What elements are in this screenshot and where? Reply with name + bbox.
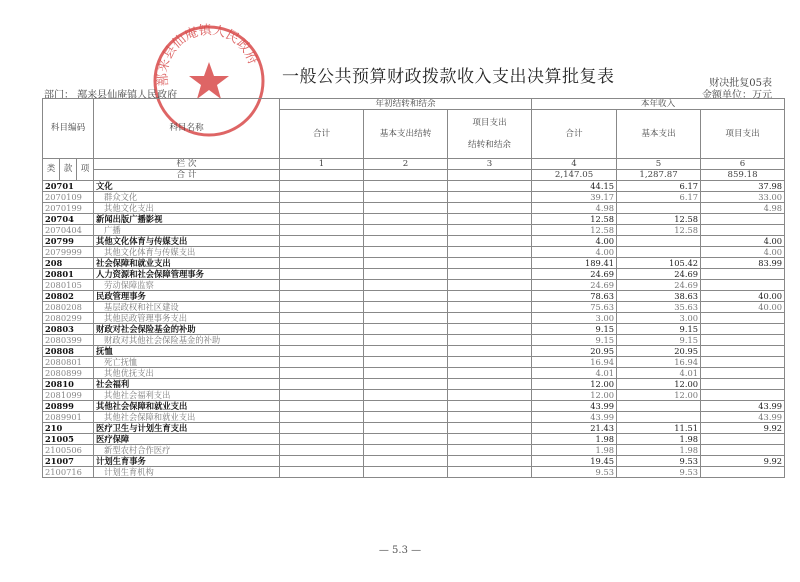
row-project-expense xyxy=(701,313,785,324)
row-name: 财政对其他社会保险基金的补助 xyxy=(94,335,280,346)
budget-table xyxy=(42,98,785,478)
header-lei: 类 xyxy=(43,159,60,181)
row-code: 2100716 xyxy=(43,467,94,478)
row-basic-expense: 12.58 xyxy=(617,214,701,225)
row-income-total: 20.95 xyxy=(532,346,617,357)
row-project-expense: 9.92 xyxy=(701,456,785,467)
row-begin-total xyxy=(280,467,364,478)
row-name: 新型农村合作医疗 xyxy=(94,445,280,456)
row-project-expense xyxy=(701,434,785,445)
row-income-total: 4.01 xyxy=(532,368,617,379)
row-basic-carry xyxy=(364,280,448,291)
row-name: 计划生育事务 xyxy=(94,456,280,467)
row-name: 人力资源和社会保障管理事务 xyxy=(94,269,280,280)
header-group-begin: 年初结转和结余 xyxy=(280,99,532,110)
row-basic-carry xyxy=(364,445,448,456)
table-row xyxy=(43,434,785,445)
col-num-2: 2 xyxy=(364,159,448,170)
row-income-total: 39.17 xyxy=(532,192,617,203)
row-begin-total xyxy=(280,247,364,258)
row-begin-total xyxy=(280,346,364,357)
row-basic-expense: 20.95 xyxy=(617,346,701,357)
row-basic-expense: 11.51 xyxy=(617,423,701,434)
header-total: 合计 xyxy=(280,110,364,159)
table-row xyxy=(43,456,785,467)
row-begin-total xyxy=(280,368,364,379)
page-number: — 5.3 — xyxy=(378,545,422,556)
row-code: 20810 xyxy=(43,379,94,390)
row-basic-expense xyxy=(617,401,701,412)
row-basic-expense: 9.53 xyxy=(617,456,701,467)
row-income-total: 12.00 xyxy=(532,379,617,390)
row-project-carry xyxy=(448,379,532,390)
header-lanci: 栏 次 xyxy=(94,159,280,170)
row-basic-expense xyxy=(617,203,701,214)
row-begin-total xyxy=(280,225,364,236)
row-begin-total xyxy=(280,401,364,412)
row-begin-total xyxy=(280,258,364,269)
row-project-carry xyxy=(448,291,532,302)
row-name: 文化 xyxy=(94,181,280,192)
row-project-carry xyxy=(448,324,532,335)
table-row xyxy=(43,368,785,379)
row-basic-carry xyxy=(364,247,448,258)
row-begin-total xyxy=(280,181,364,192)
row-code: 2079999 xyxy=(43,247,94,258)
row-basic-carry xyxy=(364,423,448,434)
row-project-expense xyxy=(701,368,785,379)
header-basic-carry: 基本支出结转 xyxy=(364,110,448,159)
amount-unit: 金额单位：万元 xyxy=(702,90,772,101)
row-code: 2070199 xyxy=(43,203,94,214)
row-project-carry xyxy=(448,302,532,313)
row-income-total: 9.15 xyxy=(532,324,617,335)
seal-star-icon xyxy=(189,62,229,99)
header-basic-expense: 基本支出 xyxy=(617,110,701,159)
row-basic-carry xyxy=(364,368,448,379)
row-name: 其他民政管理事务支出 xyxy=(94,313,280,324)
header-income-total: 合计 xyxy=(532,110,617,159)
row-code: 2080399 xyxy=(43,335,94,346)
row-begin-total xyxy=(280,192,364,203)
row-name: 其他社会福利支出 xyxy=(94,390,280,401)
table-row xyxy=(43,423,785,434)
heji-basic-carry xyxy=(364,170,448,181)
row-project-expense xyxy=(701,379,785,390)
row-project-carry xyxy=(448,368,532,379)
table-row xyxy=(43,346,785,357)
header-project-carry-line2: 结转和结余 xyxy=(468,140,512,150)
table-row xyxy=(43,412,785,423)
table-row xyxy=(43,280,785,291)
row-code: 2100506 xyxy=(43,445,94,456)
row-project-carry xyxy=(448,203,532,214)
row-basic-carry xyxy=(364,203,448,214)
row-code: 21007 xyxy=(43,456,94,467)
row-income-total: 78.63 xyxy=(532,291,617,302)
row-basic-carry xyxy=(364,412,448,423)
row-project-carry xyxy=(448,269,532,280)
row-name: 民政管理事务 xyxy=(94,291,280,302)
row-project-carry xyxy=(448,313,532,324)
row-basic-carry xyxy=(364,236,448,247)
row-basic-carry xyxy=(364,324,448,335)
row-basic-expense xyxy=(617,412,701,423)
row-basic-carry xyxy=(364,258,448,269)
row-basic-expense: 3.00 xyxy=(617,313,701,324)
row-basic-expense: 6.17 xyxy=(617,181,701,192)
row-basic-carry xyxy=(364,302,448,313)
row-name: 医疗保障 xyxy=(94,434,280,445)
form-code: 财决批复05表 xyxy=(709,78,772,89)
row-name: 其他文化体育与传媒支出 xyxy=(94,236,280,247)
table-row xyxy=(43,390,785,401)
row-basic-expense: 35.63 xyxy=(617,302,701,313)
row-name: 计划生育机构 xyxy=(94,467,280,478)
row-basic-carry xyxy=(364,346,448,357)
row-code: 2080899 xyxy=(43,368,94,379)
row-project-carry xyxy=(448,181,532,192)
heji-begin-total xyxy=(280,170,364,181)
row-name: 其他文化支出 xyxy=(94,203,280,214)
row-name: 其他文化体育与传媒支出 xyxy=(94,247,280,258)
header-project-carry-line1: 项目支出 xyxy=(472,118,507,128)
row-project-expense xyxy=(701,269,785,280)
row-begin-total xyxy=(280,302,364,313)
row-code: 21005 xyxy=(43,434,94,445)
row-basic-expense xyxy=(617,236,701,247)
row-project-carry xyxy=(448,214,532,225)
row-project-carry xyxy=(448,225,532,236)
header-kuan: 款 xyxy=(60,159,77,181)
row-begin-total xyxy=(280,236,364,247)
row-name: 死亡抚恤 xyxy=(94,357,280,368)
row-project-expense: 9.92 xyxy=(701,423,785,434)
row-basic-carry xyxy=(364,456,448,467)
department-label: 部门： 鄯来县仙庵镇人民政府 xyxy=(44,90,178,101)
row-project-expense xyxy=(701,467,785,478)
row-code: 2089901 xyxy=(43,412,94,423)
row-income-total: 24.69 xyxy=(532,269,617,280)
row-project-expense: 40.00 xyxy=(701,291,785,302)
row-basic-expense: 12.00 xyxy=(617,390,701,401)
row-basic-carry xyxy=(364,269,448,280)
row-income-total: 189.41 xyxy=(532,258,617,269)
row-project-expense xyxy=(701,324,785,335)
row-begin-total xyxy=(280,203,364,214)
row-code: 2081099 xyxy=(43,390,94,401)
row-project-carry xyxy=(448,401,532,412)
row-project-carry xyxy=(448,423,532,434)
row-code: 2080299 xyxy=(43,313,94,324)
row-basic-expense: 16.94 xyxy=(617,357,701,368)
row-name: 社会福利 xyxy=(94,379,280,390)
row-project-carry xyxy=(448,412,532,423)
row-project-carry xyxy=(448,346,532,357)
row-code: 2080208 xyxy=(43,302,94,313)
row-begin-total xyxy=(280,379,364,390)
row-project-expense: 43.99 xyxy=(701,401,785,412)
row-basic-carry xyxy=(364,181,448,192)
row-code: 2070404 xyxy=(43,225,94,236)
heji-income-total: 2,147.05 xyxy=(532,170,617,181)
row-code: 20899 xyxy=(43,401,94,412)
row-income-total: 43.99 xyxy=(532,412,617,423)
row-basic-expense: 12.58 xyxy=(617,225,701,236)
table-row xyxy=(43,269,785,280)
row-project-expense xyxy=(701,390,785,401)
row-begin-total xyxy=(280,291,364,302)
row-project-carry xyxy=(448,445,532,456)
row-basic-expense: 24.69 xyxy=(617,269,701,280)
row-code: 20801 xyxy=(43,269,94,280)
row-project-carry xyxy=(448,236,532,247)
row-basic-expense: 6.17 xyxy=(617,192,701,203)
row-basic-carry xyxy=(364,379,448,390)
row-project-carry xyxy=(448,335,532,346)
table-row xyxy=(43,357,785,368)
row-income-total: 12.58 xyxy=(532,225,617,236)
row-basic-expense: 4.01 xyxy=(617,368,701,379)
row-project-carry xyxy=(448,192,532,203)
row-name: 基层政权和社区建设 xyxy=(94,302,280,313)
col-num-5: 5 xyxy=(617,159,701,170)
row-basic-carry xyxy=(364,390,448,401)
row-basic-expense: 9.53 xyxy=(617,467,701,478)
row-basic-expense: 9.15 xyxy=(617,324,701,335)
header-subject-name: 科目名称 xyxy=(94,99,280,159)
row-project-expense xyxy=(701,214,785,225)
table-row xyxy=(43,203,785,214)
heji-project-expense: 859.18 xyxy=(701,170,785,181)
row-basic-carry xyxy=(364,357,448,368)
header-project-carry xyxy=(448,110,532,159)
row-name: 其他社会保障和就业支出 xyxy=(94,401,280,412)
table-row xyxy=(43,401,785,412)
table-row xyxy=(43,291,785,302)
table-row xyxy=(43,192,785,203)
row-project-carry xyxy=(448,280,532,291)
row-project-expense: 4.00 xyxy=(701,236,785,247)
table-row xyxy=(43,214,785,225)
row-project-expense: 33.00 xyxy=(701,192,785,203)
row-income-total: 4.00 xyxy=(532,247,617,258)
row-income-total: 9.53 xyxy=(532,467,617,478)
row-income-total: 44.15 xyxy=(532,181,617,192)
table-row xyxy=(43,236,785,247)
row-income-total: 19.45 xyxy=(532,456,617,467)
row-basic-expense: 38.63 xyxy=(617,291,701,302)
row-name: 广播 xyxy=(94,225,280,236)
row-income-total: 12.00 xyxy=(532,390,617,401)
page-title: 一般公共预算财政拨款收入支出决算批复表 xyxy=(282,67,615,87)
table-row xyxy=(43,335,785,346)
row-project-expense xyxy=(701,335,785,346)
row-begin-total xyxy=(280,280,364,291)
row-basic-expense: 1.98 xyxy=(617,434,701,445)
row-project-expense xyxy=(701,225,785,236)
row-income-total: 75.63 xyxy=(532,302,617,313)
row-code: 210 xyxy=(43,423,94,434)
row-begin-total xyxy=(280,423,364,434)
row-basic-expense: 24.69 xyxy=(617,280,701,291)
row-income-total: 43.99 xyxy=(532,401,617,412)
row-name: 群众文化 xyxy=(94,192,280,203)
col-num-6: 6 xyxy=(701,159,785,170)
row-basic-carry xyxy=(364,313,448,324)
row-begin-total xyxy=(280,269,364,280)
row-project-carry xyxy=(448,434,532,445)
svg-text:鄯来县仙庵镇人民政府: 鄯来县仙庵镇人民政府 xyxy=(155,23,261,87)
row-begin-total xyxy=(280,412,364,423)
row-code: 20799 xyxy=(43,236,94,247)
row-project-expense: 43.99 xyxy=(701,412,785,423)
row-begin-total xyxy=(280,313,364,324)
table-row xyxy=(43,467,785,478)
row-project-expense: 40.00 xyxy=(701,302,785,313)
row-income-total: 4.00 xyxy=(532,236,617,247)
row-income-total: 21.43 xyxy=(532,423,617,434)
header-project-expense: 项目支出 xyxy=(701,110,785,159)
row-name: 劳动保障监察 xyxy=(94,280,280,291)
row-code: 20803 xyxy=(43,324,94,335)
row-begin-total xyxy=(280,390,364,401)
row-project-carry xyxy=(448,258,532,269)
row-begin-total xyxy=(280,357,364,368)
row-income-total: 24.69 xyxy=(532,280,617,291)
row-name: 新闻出版广播影视 xyxy=(94,214,280,225)
table-row xyxy=(43,379,785,390)
row-basic-expense: 105.42 xyxy=(617,258,701,269)
row-name: 医疗卫生与计划生育支出 xyxy=(94,423,280,434)
row-basic-expense: 1.98 xyxy=(617,445,701,456)
row-code: 20808 xyxy=(43,346,94,357)
table-row xyxy=(43,225,785,236)
table-row xyxy=(43,181,785,192)
col-num-3: 3 xyxy=(448,159,532,170)
col-num-4: 4 xyxy=(532,159,617,170)
row-income-total: 1.98 xyxy=(532,434,617,445)
row-project-expense xyxy=(701,357,785,368)
row-project-expense xyxy=(701,445,785,456)
row-project-expense xyxy=(701,346,785,357)
row-basic-carry xyxy=(364,434,448,445)
row-name: 其他优抚支出 xyxy=(94,368,280,379)
row-code: 20704 xyxy=(43,214,94,225)
row-basic-carry xyxy=(364,401,448,412)
row-project-carry xyxy=(448,357,532,368)
row-income-total: 3.00 xyxy=(532,313,617,324)
heji-project-carry xyxy=(448,170,532,181)
row-code: 2080801 xyxy=(43,357,94,368)
row-code: 20802 xyxy=(43,291,94,302)
row-basic-carry xyxy=(364,192,448,203)
table-row xyxy=(43,313,785,324)
table-row xyxy=(43,324,785,335)
row-income-total: 4.98 xyxy=(532,203,617,214)
row-project-carry xyxy=(448,456,532,467)
heji-label: 合 计 xyxy=(94,170,280,181)
row-name: 社会保障和就业支出 xyxy=(94,258,280,269)
row-basic-carry xyxy=(364,214,448,225)
row-code: 2080105 xyxy=(43,280,94,291)
row-project-expense xyxy=(701,280,785,291)
row-begin-total xyxy=(280,445,364,456)
table-row xyxy=(43,247,785,258)
header-xiang: 项 xyxy=(77,159,94,181)
row-name: 其他社会保障和就业支出 xyxy=(94,412,280,423)
row-name: 财政对社会保险基金的补助 xyxy=(94,324,280,335)
row-basic-expense: 12.00 xyxy=(617,379,701,390)
col-num-1: 1 xyxy=(280,159,364,170)
table-row xyxy=(43,445,785,456)
row-begin-total xyxy=(280,214,364,225)
row-begin-total xyxy=(280,324,364,335)
row-income-total: 12.58 xyxy=(532,214,617,225)
header-subject-code: 科目编码 xyxy=(43,99,94,159)
row-basic-carry xyxy=(364,291,448,302)
row-project-expense: 37.98 xyxy=(701,181,785,192)
row-code: 2070109 xyxy=(43,192,94,203)
row-begin-total xyxy=(280,456,364,467)
row-code: 20701 xyxy=(43,181,94,192)
row-basic-expense: 9.15 xyxy=(617,335,701,346)
row-project-carry xyxy=(448,467,532,478)
row-name: 抚恤 xyxy=(94,346,280,357)
row-project-carry xyxy=(448,247,532,258)
row-income-total: 1.98 xyxy=(532,445,617,456)
row-code: 208 xyxy=(43,258,94,269)
table-row xyxy=(43,302,785,313)
heji-basic-expense: 1,287.87 xyxy=(617,170,701,181)
row-project-carry xyxy=(448,390,532,401)
row-project-expense: 4.98 xyxy=(701,203,785,214)
row-basic-carry xyxy=(364,225,448,236)
row-income-total: 9.15 xyxy=(532,335,617,346)
row-income-total: 16.94 xyxy=(532,357,617,368)
row-project-expense: 83.99 xyxy=(701,258,785,269)
row-basic-expense xyxy=(617,247,701,258)
row-begin-total xyxy=(280,434,364,445)
row-basic-carry xyxy=(364,467,448,478)
table-row xyxy=(43,258,785,269)
row-basic-carry xyxy=(364,335,448,346)
row-project-expense: 4.00 xyxy=(701,247,785,258)
row-begin-total xyxy=(280,335,364,346)
header-group-income: 本年收入 xyxy=(532,99,785,110)
